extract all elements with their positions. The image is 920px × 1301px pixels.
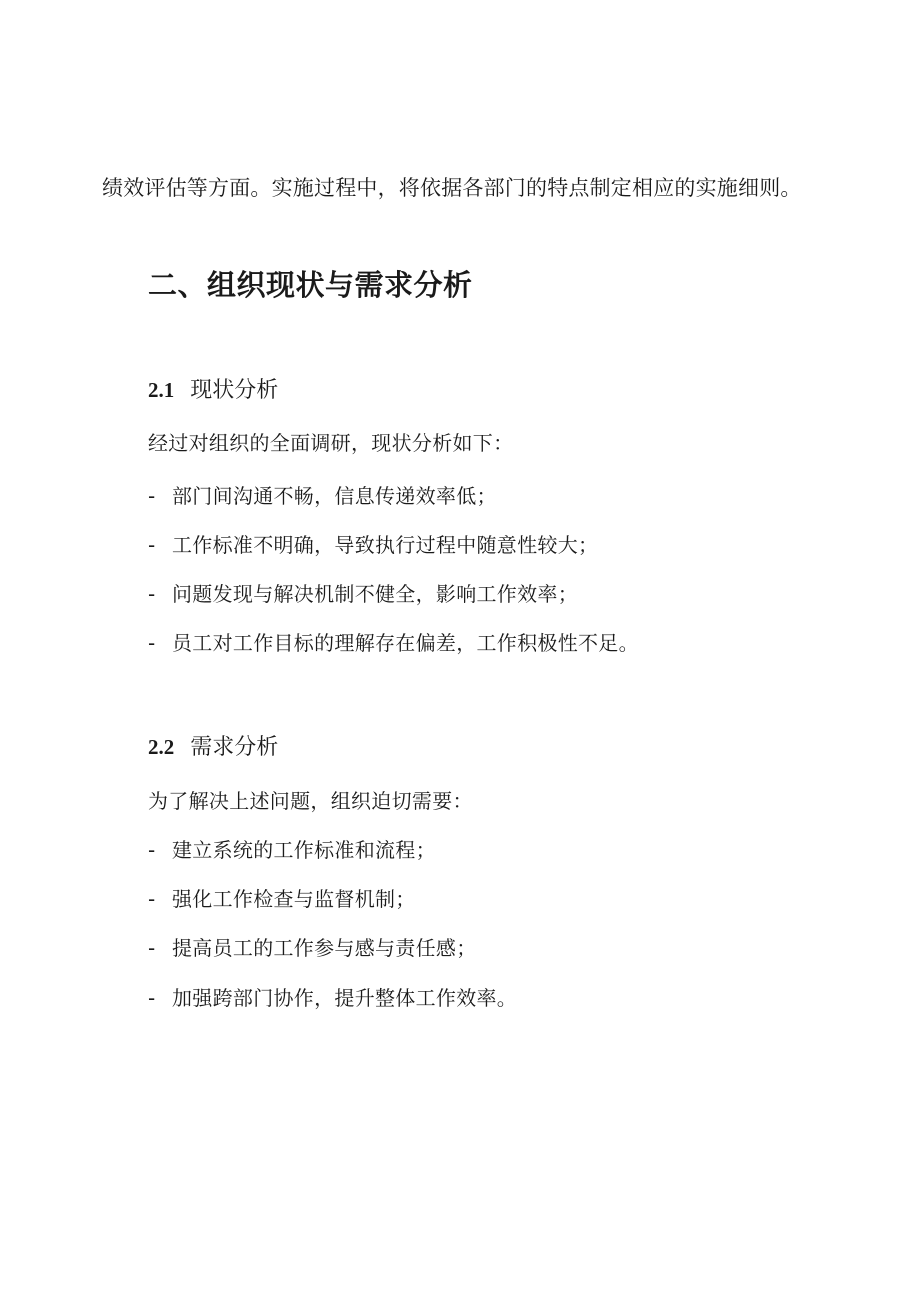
bullet-marker: - [148, 533, 156, 557]
list-item-text: 加强跨部门协作，提升整体工作效率。 [172, 986, 518, 1010]
list-item-text: 问题发现与解决机制不健全，影响工作效率； [172, 582, 578, 606]
bullet-marker: - [148, 631, 156, 655]
bullet-marker: - [148, 484, 156, 508]
section-heading: 二、组织现状与需求分析 [148, 268, 473, 302]
list-item-text: 提高员工的工作参与感与责任感； [172, 936, 477, 960]
list-item [148, 579, 578, 609]
subsection-lead: 为了解决上述问题，组织迫切需要： [148, 789, 473, 813]
subsection-number: 2.1 [148, 378, 175, 402]
list-item-text: 工作标准不明确，导致执行过程中随意性较大； [172, 533, 599, 557]
bullet-marker: - [148, 986, 156, 1010]
subsection-lead: 经过对组织的全面调研，现状分析如下： [148, 431, 514, 455]
list-item-text: 强化工作检查与监督机制； [172, 887, 416, 911]
list-item [148, 628, 639, 658]
list-item [148, 481, 497, 511]
subsection-number: 2.2 [148, 735, 175, 759]
list-item-text: 员工对工作目标的理解存在偏差，工作积极性不足。 [172, 631, 639, 655]
intro-paragraph: 绩效评估等方面。实施过程中，将依据各部门的特点制定相应的实施细则。 [102, 176, 802, 200]
subsection-title: 现状分析 [190, 378, 279, 403]
subsection-heading-2-2 [148, 730, 278, 765]
list-item-text: 部门间沟通不畅，信息传递效率低； [172, 484, 497, 508]
bullet-marker: - [148, 936, 156, 960]
bullet-marker: - [148, 838, 156, 862]
list-item [148, 530, 598, 560]
list-item-text: 建立系统的工作标准和流程； [172, 838, 436, 862]
subsection-title: 需求分析 [190, 735, 279, 760]
bullet-marker: - [148, 887, 156, 911]
list-item [148, 933, 477, 963]
list-item [148, 884, 416, 914]
bullet-marker: - [148, 582, 156, 606]
subsection-heading-2-1 [148, 373, 278, 408]
list-item [148, 983, 517, 1013]
list-item [148, 835, 436, 865]
